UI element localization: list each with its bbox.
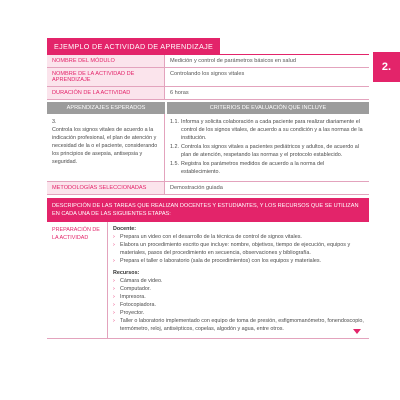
bullet-arrow-icon: ›	[113, 258, 115, 264]
recurso-item-text: Cámara de video.	[120, 278, 163, 284]
info-value: Controlando los signos vitales	[170, 71, 245, 77]
preparation-content	[107, 222, 369, 338]
recurso-item	[113, 277, 364, 285]
learning-cell	[47, 114, 165, 181]
continue-down-icon	[353, 329, 361, 334]
methodology-value: Demostración guiada	[170, 185, 223, 191]
page-number-tab: 2.	[373, 52, 400, 82]
description-bar: DESCRIPCIÓN DE LAS TAREAS QUE REALIZAN DOCENTES Y ESTUDIANTES, Y LOS RECURSOS QUE SE UTILIZAN EN CADA UNA DE LAS SIGUIENTES ETAPAS:	[47, 198, 369, 222]
document-title: EJEMPLO DE ACTIVIDAD DE APRENDIZAJE	[47, 38, 220, 55]
header-learning: APRENDIZAJES ESPERADOS	[47, 102, 165, 114]
criterion-number: 1.2.	[170, 144, 179, 150]
info-row-activity	[47, 68, 369, 87]
recurso-item-text: Computador.	[120, 286, 151, 292]
bullet-arrow-icon: ›	[113, 294, 115, 300]
info-row-duration	[47, 87, 369, 100]
recurso-item	[113, 309, 364, 317]
info-label: NOMBRE DEL MÓDULO	[47, 55, 165, 67]
recurso-item-text: Proyector.	[120, 310, 145, 316]
activity-document	[47, 38, 369, 339]
recursos-title: Recursos:	[113, 270, 140, 276]
recurso-item	[113, 301, 364, 309]
criterion-item	[170, 143, 364, 159]
criterion-item	[170, 118, 364, 142]
criterion-number: 1.1.	[170, 119, 179, 125]
info-label: DURACIÓN DE LA ACTIVIDAD	[47, 87, 165, 99]
criterion-text: Informa y solicita colaboración a cada paciente para realizar diariamente el control de los signos vitales, de acuerdo a su condición y a las normas de la institución.	[181, 119, 363, 141]
preparation-section	[47, 222, 369, 339]
bullet-arrow-icon: ›	[113, 318, 115, 324]
docente-title: Docente:	[113, 226, 137, 232]
bullet-arrow-icon: ›	[113, 278, 115, 284]
learning-text: Controla los signos vitales de acuerdo a la indicación profesional, el plan de atención y necesidad de la o el paciente, considerando los principios de asepsia, antisepsia y seguridad.	[52, 127, 158, 165]
docente-item	[113, 257, 364, 265]
criterion-text: Registra los parámetros medidos de acuerdo a la norma del establecimiento.	[181, 161, 325, 175]
bullet-arrow-icon: ›	[113, 310, 115, 316]
preparation-label: PREPARACIÓN DE LA ACTIVIDAD	[52, 227, 100, 241]
methodology-label: METODOLOGÍAS SELECCIONADAS	[47, 182, 165, 194]
title-underline	[47, 54, 369, 55]
info-value: Medición y control de parámetros básicos en salud	[170, 58, 296, 64]
recurso-item-text: Fotocopiadora.	[120, 302, 156, 308]
docente-item	[113, 241, 364, 257]
criterion-number: 1.5.	[170, 161, 179, 167]
bullet-arrow-icon: ›	[113, 234, 115, 240]
bullet-arrow-icon: ›	[113, 286, 115, 292]
learning-number: 3.	[52, 119, 57, 125]
docente-item-text: Prepara un video con el desarrollo de la técnica de control de signos vitales.	[120, 234, 302, 240]
criterion-item	[170, 160, 364, 176]
title-bar	[47, 38, 369, 55]
criterion-text: Controla los signos vitales a pacientes pediátricos y adultos, de acuerdo al plan de atención, respetando las normas y el protocolo establecido.	[181, 144, 359, 158]
docente-item-text: Elabora un procedimiento escrito que incluye: nombre, objetivos, tiempo de ejecución, equipos y materiales, pasos del procedimiento en secuencia, observaciones y bibliografía.	[120, 242, 351, 256]
recurso-item-text: Taller o laboratorio implementado con equipo de toma de presión, esfigmomanómetro, fonendoscopio, termómetro, reloj, antisépticos, copelas, algodón y agua, entre otros.	[120, 318, 364, 332]
bullet-arrow-icon: ›	[113, 302, 115, 308]
recurso-item	[113, 293, 364, 301]
recurso-item-text: Impresora.	[120, 294, 146, 300]
info-value: 6 horas	[170, 90, 189, 96]
docente-item	[113, 233, 364, 241]
bullet-arrow-icon: ›	[113, 242, 115, 248]
info-table	[47, 55, 369, 100]
learning-criteria-row	[47, 114, 369, 182]
info-row-module	[47, 55, 369, 68]
criteria-cell	[165, 114, 369, 181]
methodology-row	[47, 182, 369, 195]
info-label: NOMBRE DE LA ACTIVIDAD DE APRENDIZAJE	[47, 68, 165, 86]
docente-item-text: Prepara el taller o laboratorio (sala de procedimientos) con los equipos y materiales.	[120, 258, 322, 264]
table-header	[47, 102, 369, 114]
header-criteria: CRITERIOS DE EVALUACIÓN QUE INCLUYE	[165, 102, 369, 114]
recurso-item	[113, 285, 364, 293]
recurso-item	[113, 317, 364, 333]
